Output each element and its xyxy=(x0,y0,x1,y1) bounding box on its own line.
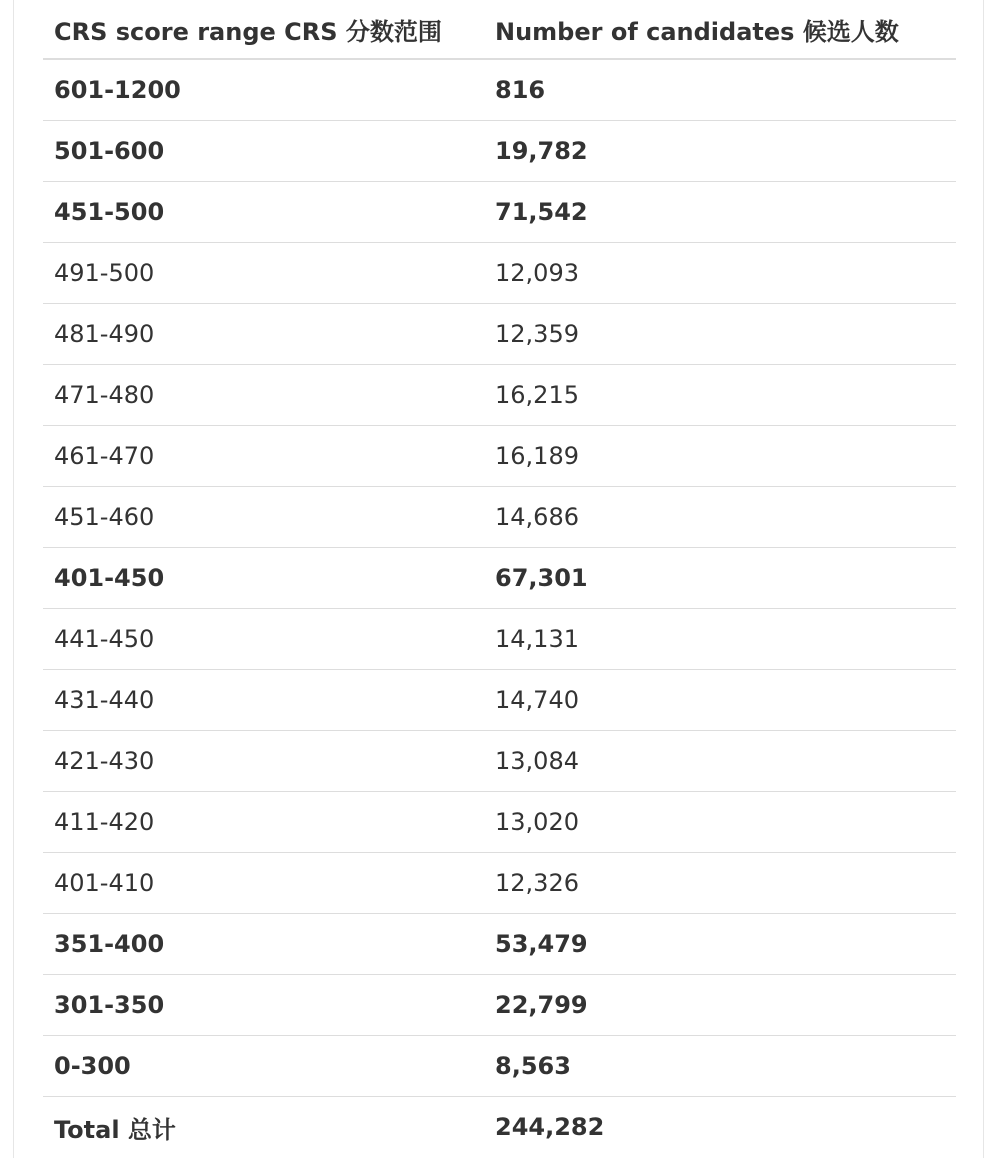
table-row xyxy=(43,365,956,426)
crs-score-range-cell: 451-500 xyxy=(43,182,484,243)
crs-score-range-cell: 501-600 xyxy=(43,121,484,182)
crs-score-range-cell: 471-480 xyxy=(43,365,484,426)
crs-score-range-cell: 401-450 xyxy=(43,548,484,609)
crs-score-range-cell: 421-430 xyxy=(43,731,484,792)
table-row xyxy=(43,853,956,914)
crs-score-range-cell: 461-470 xyxy=(43,426,484,487)
crs-score-range-cell: 351-400 xyxy=(43,914,484,975)
table-row xyxy=(43,914,956,975)
candidate-count-cell: 13,020 xyxy=(484,792,956,853)
crs-score-range-cell: 441-450 xyxy=(43,609,484,670)
table-row xyxy=(43,731,956,792)
table-row xyxy=(43,426,956,487)
table-header-row xyxy=(43,0,956,59)
table-row xyxy=(43,59,956,121)
candidate-count-cell: 816 xyxy=(484,59,956,121)
candidate-count-cell: 12,359 xyxy=(484,304,956,365)
table-body xyxy=(43,59,956,1157)
total-count: 244,282 xyxy=(495,1113,605,1141)
candidate-count-cell: 14,686 xyxy=(484,487,956,548)
crs-score-range-cell: 431-440 xyxy=(43,670,484,731)
header-number-of-candidates: Number of candidates 候选人数 xyxy=(484,0,956,59)
candidate-count-cell: 14,131 xyxy=(484,609,956,670)
crs-distribution-table xyxy=(43,0,956,1157)
table-row xyxy=(43,548,956,609)
table-row xyxy=(43,975,956,1036)
table-row xyxy=(43,792,956,853)
table-row xyxy=(43,121,956,182)
candidate-count-cell: 53,479 xyxy=(484,914,956,975)
table-row xyxy=(43,182,956,243)
crs-score-range-cell: 401-410 xyxy=(43,853,484,914)
candidate-count-cell: 71,542 xyxy=(484,182,956,243)
table-row xyxy=(43,243,956,304)
candidate-count-cell: 12,326 xyxy=(484,853,956,914)
crs-score-range-cell: 301-350 xyxy=(43,975,484,1036)
header-crs-score-range: CRS score range CRS 分数范围 xyxy=(43,0,484,59)
candidate-count-cell: 13,084 xyxy=(484,731,956,792)
crs-score-range-cell: 0-300 xyxy=(43,1036,484,1097)
table-row xyxy=(43,487,956,548)
candidate-count-cell: 22,799 xyxy=(484,975,956,1036)
candidate-count-cell: 12,093 xyxy=(484,243,956,304)
candidate-count-cell: 8,563 xyxy=(484,1036,956,1097)
crs-score-range-cell: 481-490 xyxy=(43,304,484,365)
table-row xyxy=(43,670,956,731)
total-row xyxy=(43,1097,956,1158)
table-row xyxy=(43,1036,956,1097)
total-label: Total 总计 xyxy=(54,1115,176,1144)
crs-score-range-cell: 601-1200 xyxy=(43,59,484,121)
candidate-count-cell: 16,189 xyxy=(484,426,956,487)
candidate-count-cell: 14,740 xyxy=(484,670,956,731)
candidate-count-cell: 16,215 xyxy=(484,365,956,426)
candidate-count-cell: 67,301 xyxy=(484,548,956,609)
crs-score-range-cell: 451-460 xyxy=(43,487,484,548)
table-row xyxy=(43,304,956,365)
table-row xyxy=(43,609,956,670)
candidate-count-cell: 19,782 xyxy=(484,121,956,182)
crs-score-range-cell: 411-420 xyxy=(43,792,484,853)
crs-score-range-cell: 491-500 xyxy=(43,243,484,304)
